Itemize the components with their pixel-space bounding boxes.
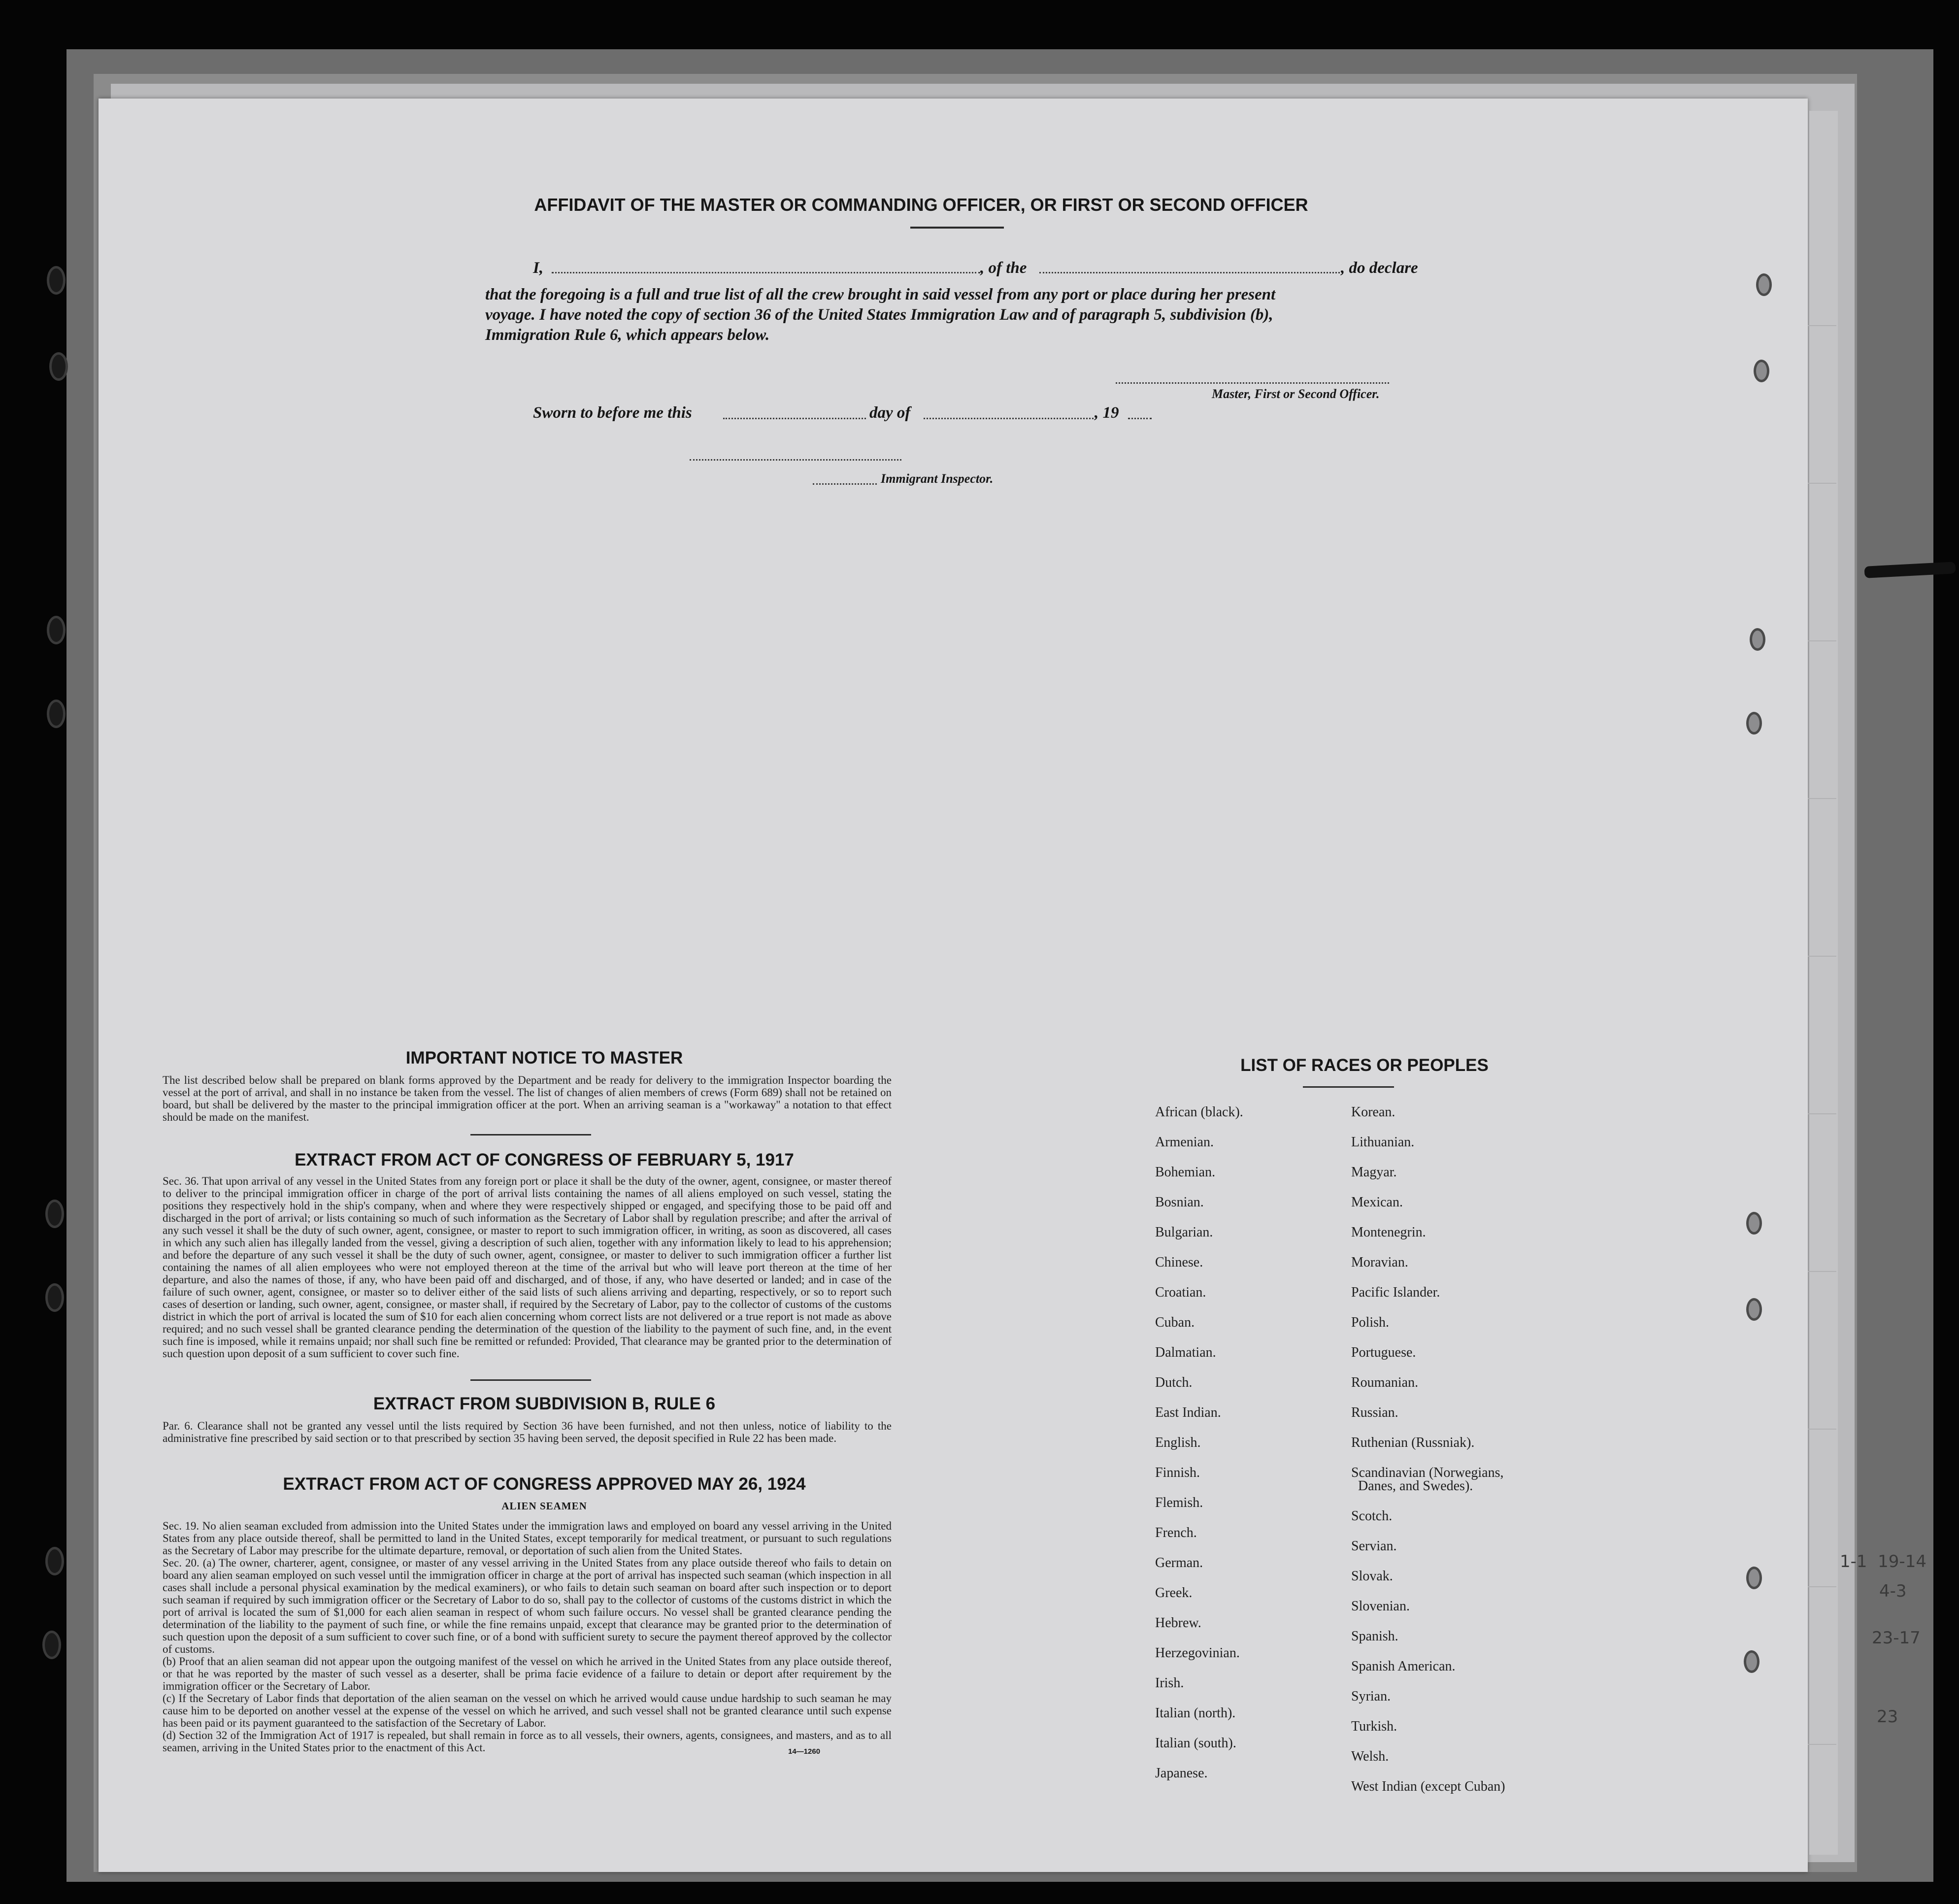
paragraph: Sec. 19. No alien seaman excluded from admission into the United States under the immigration laws and employed on board any vessel arriving in the United States from any place outside thereof, shall be permitted to land in the United States, except temporarily for medical treatment, or pursuant to such regulations as the Secretary of Labor may prescribe for the ultimate departure, removal, or deportation of such alien from the United States. (163, 1520, 892, 1557)
extract-1917-title: EXTRACT FROM ACT OF CONGRESS OF FEBRUARY 5, 1917 (295, 1150, 794, 1169)
sworn-month-field[interactable] (924, 408, 1094, 419)
section-rule (470, 1134, 591, 1136)
binder-hole (1756, 273, 1772, 296)
races-list-right (1351, 1097, 1505, 1802)
race-item: Servian. (1351, 1538, 1397, 1554)
binder-hole (45, 1200, 64, 1228)
year-label: , 19 (1095, 404, 1119, 422)
handwritten-note: 4-3 (1879, 1581, 1907, 1601)
handwritten-note: 1-1 19-14 (1840, 1552, 1926, 1571)
declaration-line: Immigration Rule 6, which appears below. (485, 326, 770, 344)
binder-hole (1754, 360, 1769, 382)
race-item: Dutch. (1155, 1375, 1193, 1390)
binder-hole (1746, 1212, 1762, 1235)
race-item: Scotch. (1351, 1508, 1393, 1524)
race-item: Herzegovinian. (1155, 1645, 1240, 1661)
race-item: Greek. (1155, 1585, 1193, 1601)
race-item: Syrian. (1351, 1689, 1391, 1704)
race-item: Spanish American. (1351, 1659, 1456, 1674)
ledger-line (1808, 1271, 1836, 1272)
race-item: German. (1155, 1555, 1203, 1570)
affidavit-title: AFFIDAVIT OF THE MASTER OR COMMANDING OFFICER, OR FIRST OR SECOND OFFICER (534, 195, 1308, 215)
race-item: Slovenian. (1351, 1599, 1410, 1614)
extract-1917-text: Sec. 36. That upon arrival of any vessel in the United States from any foreign port or place it shall be the duty of the owner, agent, consignee, or master thereof to deliver to the principal immigration officer in charge of the port of arrival lists containing the names of all aliens employed on such vessel, stating the positions they respectively hold in the ship's company, when and where they were respectively shipped or engaged, and specifying those to be paid off and discharged in the port of arrival; or lists containing so much of such information as the Secretary of Labor shall by regulation prescribe; and after the arrival of any such vessel it shall be the duty of such owner, agent, consignee, or master to report to such immigration officer, in writing, as soon as discovered, all cases in which any such alien has illegally landed from the vessel, giving a description of such alien, together with any information likely to lead to his apprehension; and before the departure of any such vessel it shall be the duty of such owner, agent, consignee, or master to deliver to such immigration officer a further list containing the names of all alien employees who were not employed thereon at the time of the arrival but who will leave port thereon at the time of her departure, and also the names of those, if any, who have been paid off and discharged, and of those, if any, who have deserted or landed; and in case of the failure of such owner, agent, consignee, or master so to deliver either of the said lists of such aliens arriving and departing, respectively, or so to report such cases of desertion or landing, such owner, agent, consignee, or master shall, if required by the Secretary of Labor, pay to the collector of customs of the customs district in which the port of arrival is located the sum of $10 for each alien concerning whom correct lists are not delivered or a true report is not made as above required; and no such vessel shall be granted clearance pending the determination of the question of the liability to the payment of such fine, and, in the event such fine is imposed, while it remains unpaid; nor shall such fine be remitted or refunded: Provided, That clearance may be granted prior to the determination of such question upon deposit of a sum sufficient to cover such fine. (163, 1175, 892, 1360)
inspector-caption: Immigrant Inspector. (881, 471, 994, 486)
ledger-line (1808, 483, 1836, 484)
ledger-line (1808, 1744, 1836, 1745)
race-item: West Indian (except Cuban) (1351, 1779, 1505, 1794)
extract-1924-title: EXTRACT FROM ACT OF CONGRESS APPROVED MAY 26, 1924 (283, 1474, 806, 1494)
of-the-label: , of the (980, 259, 1027, 277)
rule6-text: Par. 6. Clearance shall not be granted any vessel until the lists required by Section 36 have been furnished, and not then unless, notice of liability to the administrative fine prescribed by said section or to that prescribed by section 35 having been served, the deposit specified in Rule 22 has been made. (163, 1420, 892, 1444)
race-item: Magyar. (1351, 1165, 1397, 1180)
binder-hole (49, 352, 68, 381)
sworn-year-field[interactable] (1128, 408, 1152, 419)
race-item: English. (1155, 1435, 1201, 1450)
race-item: Armenian. (1155, 1135, 1214, 1150)
section-rule (1303, 1086, 1394, 1088)
race-item: Croatian. (1155, 1285, 1206, 1300)
binder-hole (1746, 1298, 1762, 1321)
notice-text: The list described below shall be prepared on blank forms approved by the Department and be ready for delivery to the immigration Inspector boarding the vessel at the port of arrival, and shall in no instance be taken from the vessel. The list of changes of alien members of crews (Form 689) shall not be retained on board, but shall be delivered by the master to the principal immigration officer at the port. When an arriving seaman is a "workaway" a notation to that effect should be made on the manifest. (163, 1074, 892, 1123)
notice-title: IMPORTANT NOTICE TO MASTER (405, 1048, 683, 1068)
form-number: 14—1260 (788, 1747, 821, 1756)
binder-hole (47, 700, 66, 728)
binder-hole (42, 1631, 61, 1659)
binder-hole (45, 1283, 64, 1312)
binder-hole (47, 616, 66, 644)
sworn-label: Sworn to before me this (533, 404, 692, 422)
race-item: African (black). (1155, 1104, 1243, 1120)
declaration-line: that the foregoing is a full and true list of all the crew brought in said vessel from any port or place during her present (485, 286, 1276, 303)
ledger-line (1808, 640, 1836, 641)
race-item: Cuban. (1155, 1315, 1195, 1330)
ledger-line (1808, 1429, 1836, 1430)
race-item: Spanish. (1351, 1629, 1398, 1644)
affidavit-declaration (485, 285, 1431, 345)
section-rule (470, 1379, 591, 1381)
ledger-line (1808, 956, 1836, 957)
alien-seamen-subtitle: ALIEN SEAMEN (501, 1500, 587, 1512)
ledger-line (1808, 325, 1836, 326)
inspector-signature-field[interactable] (690, 452, 901, 461)
binder-hole (1744, 1650, 1760, 1673)
race-item: Hebrew. (1155, 1615, 1201, 1631)
race-item: Turkish. (1351, 1719, 1397, 1734)
paragraph: (d) Section 32 of the Immigration Act of 1917 is repealed, but shall remain in force as to all vessels, their owners, agents, consignees, and masters, and as to all seamen, arriving in the United States prior to the enactment of this Act. (163, 1729, 892, 1754)
race-item: Italian (south). (1155, 1736, 1236, 1751)
race-item: Bohemian. (1155, 1165, 1216, 1180)
races-title: LIST OF RACES OR PEOPLES (1240, 1056, 1489, 1075)
race-item: Russian. (1351, 1405, 1398, 1420)
race-item: Roumanian. (1351, 1375, 1419, 1390)
races-list-left (1155, 1097, 1243, 1788)
day-of-label: day of (869, 404, 911, 422)
race-item: Montenegrin. (1351, 1225, 1426, 1240)
handwritten-note: 23-17 (1872, 1628, 1921, 1648)
race-item: Slovak. (1351, 1569, 1393, 1584)
race-item: Japanese. (1155, 1766, 1208, 1781)
race-item: Chinese. (1155, 1255, 1203, 1270)
rule6-title: EXTRACT FROM SUBDIVISION B, RULE 6 (373, 1394, 716, 1413)
declaration-line: voyage. I have noted the copy of section 36 of the United States Immigration Law and of paragraph 5, subdivision (b), (485, 306, 1273, 324)
race-item: Bulgarian. (1155, 1225, 1213, 1240)
race-item: Welsh. (1351, 1749, 1389, 1764)
race-item: East Indian. (1155, 1405, 1221, 1420)
race-item: Korean. (1351, 1104, 1395, 1120)
race-item: Scandinavian (Norwegians, (1351, 1465, 1504, 1480)
affiant-name-field[interactable] (552, 262, 980, 273)
master-signature-field[interactable] (1116, 375, 1389, 384)
binder-hole (1746, 1567, 1762, 1589)
title-rule (910, 227, 1004, 229)
race-item: Italian (north). (1155, 1705, 1236, 1721)
race-item: Mexican. (1351, 1195, 1403, 1210)
race-item: Ruthenian (Russniak). (1351, 1435, 1475, 1450)
vessel-name-field[interactable] (1039, 262, 1340, 273)
master-signature-caption: Master, First or Second Officer. (1212, 387, 1380, 401)
race-item: Lithuanian. (1351, 1135, 1415, 1150)
affiant-label: I, (533, 259, 544, 277)
ledger-line (1808, 1113, 1836, 1114)
binder-hole (1746, 712, 1762, 735)
race-item: Danes, and Swedes). (1358, 1478, 1473, 1494)
race-item: Dalmatian. (1155, 1345, 1216, 1360)
paragraph: Sec. 20. (a) The owner, charterer, agent, consignee, or master of any vessel arriving in the United States from any place outside thereof who fails to detain on board any alien seaman employed on such vessel until the immigration officer in charge at the port of arrival has inspected such seaman (which inspection in all cases shall include a personal physical examination by the medical examiners), or who fails to detain such seaman on board after such inspection or to deport such seaman if required by such immigration officer or the Secretary of Labor to do so, shall pay to the collector of customs of the customs district in which the port of arrival is located the sum of $1,000 for each alien seaman in respect of whom such failure occurs. No vessel shall be granted clearance pending the determination of the liability to the payment of such fine, or while the fine remains unpaid, except that clearance may be granted prior to the determination of such question upon the deposit of a sum sufficient to cover such fine, or of a bond with sufficient surety to secure the payment thereof approved by the collector of customs. (163, 1557, 892, 1655)
race-item: Portuguese. (1351, 1345, 1416, 1360)
binder-hole (47, 266, 66, 295)
race-item: Irish. (1155, 1675, 1184, 1691)
race-item: Polish. (1351, 1315, 1390, 1330)
ledger-line (1808, 798, 1836, 799)
binder-hole (45, 1547, 64, 1575)
handwritten-note: 23 (1877, 1707, 1898, 1727)
paragraph: (b) Proof that an alien seaman did not appear upon the outgoing manifest of the vessel on which he arrived in the United States from any place outside thereof, or that he was reported by the master of such vessel as a deserter, shall be prima facie evidence of a failure to detain or deport after requirement by the immigration officer or the Secretary of Labor. (163, 1655, 892, 1692)
ledger-edge (1808, 111, 1838, 1855)
inspector-caption-leader (813, 475, 877, 485)
race-item: Moravian. (1351, 1255, 1408, 1270)
race-item: Bosnian. (1155, 1195, 1204, 1210)
paragraph: (c) If the Secretary of Labor finds that deportation of the alien seaman on the vessel on which he arrived would cause undue hardship to such seaman he may cause him to be deported on another vessel at the expense of the vessel on which he arrived, and such vessel shall not be granted clearance until such expense has been paid or its payment guaranteed to the satisfaction of the Secretary of Labor. (163, 1692, 892, 1729)
binder-hole (1750, 628, 1765, 651)
race-item: Flemish. (1155, 1495, 1203, 1510)
race-item: Pacific Islander. (1351, 1285, 1440, 1300)
race-item: French. (1155, 1525, 1197, 1540)
sworn-day-field[interactable] (723, 408, 866, 419)
race-item: Finnish. (1155, 1465, 1200, 1480)
ledger-line (1808, 1586, 1836, 1587)
do-declare-label: , do declare (1341, 259, 1418, 277)
extract-1924-text (163, 1520, 892, 1754)
